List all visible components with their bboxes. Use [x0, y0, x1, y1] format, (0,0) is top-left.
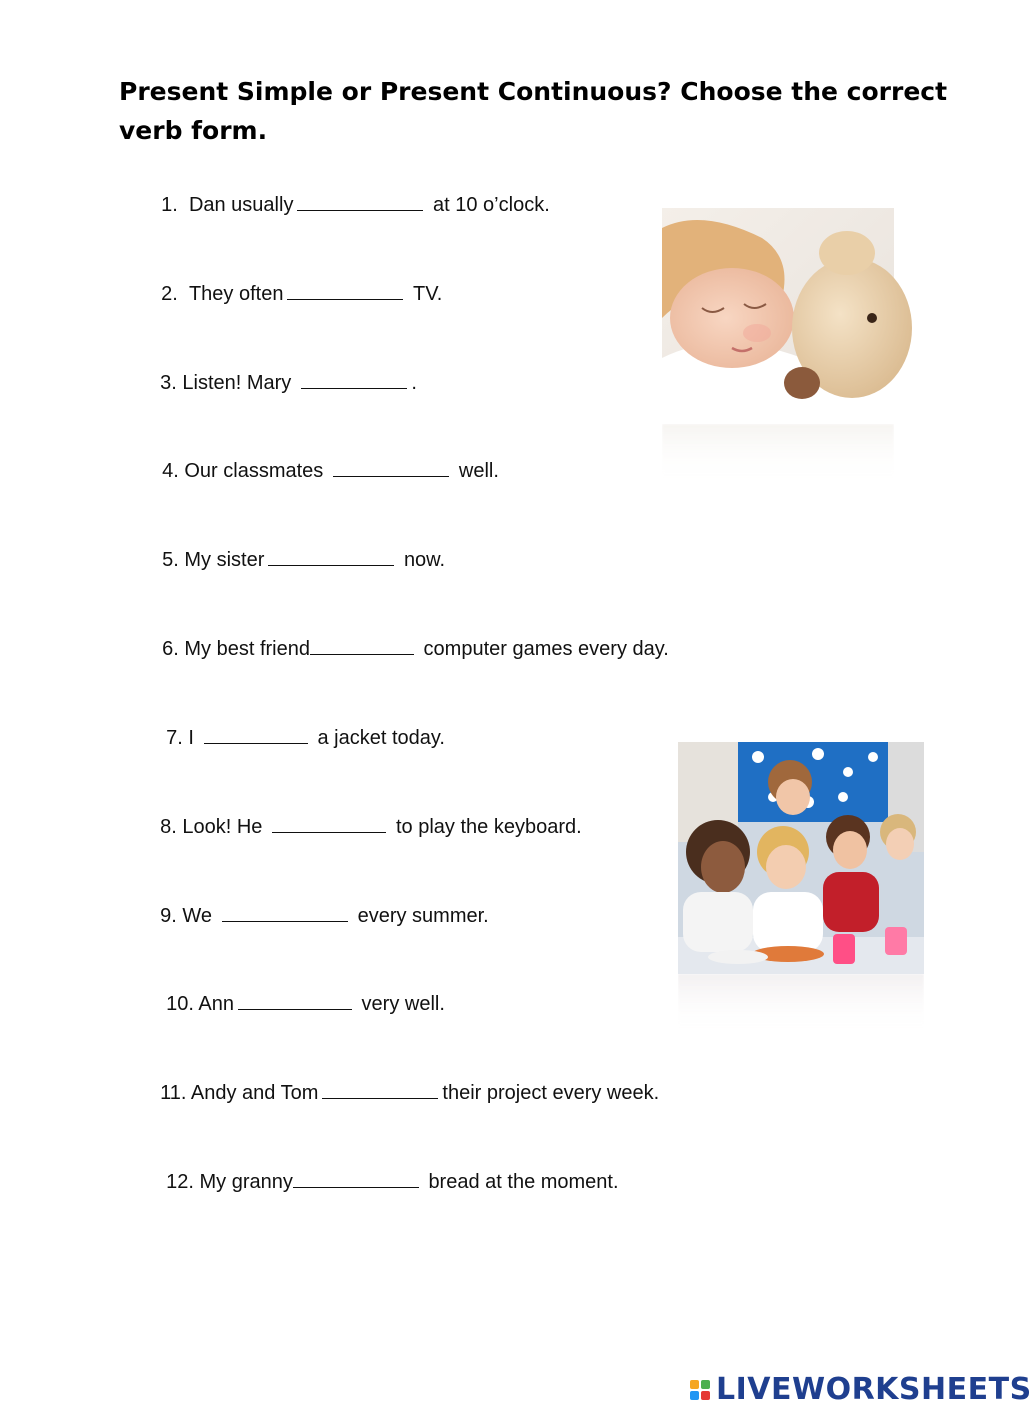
liveworksheets-logo-icon: [690, 1380, 710, 1400]
answer-blank-8[interactable]: [272, 814, 386, 833]
item-number: 4.: [162, 460, 179, 482]
logo-square-4: [701, 1391, 710, 1400]
answer-blank-5[interactable]: [268, 547, 394, 566]
item-text-after: TV.: [413, 283, 443, 305]
item-text-before: Ann: [198, 993, 234, 1015]
exercise-item-3: [149, 346, 417, 395]
sleeping-child-illustration: [662, 208, 894, 424]
item-text-after: now.: [403, 549, 446, 571]
item-number: 10.: [166, 993, 194, 1015]
item-text-before: I: [188, 727, 194, 749]
item-text-before: My sister: [184, 549, 265, 571]
answer-blank-4[interactable]: [333, 458, 449, 477]
answer-blank-11[interactable]: [322, 1080, 438, 1099]
item-text-after: bread at the moment.: [428, 1171, 619, 1193]
exercise-item-5: [151, 523, 445, 572]
answer-blank-1[interactable]: [297, 192, 423, 211]
item-number: 6.: [162, 638, 179, 660]
item-number: 8.: [160, 816, 177, 838]
answer-blank-6[interactable]: [310, 636, 414, 655]
lunch-photo-reflection: [678, 974, 924, 1034]
answer-blank-3[interactable]: [301, 370, 407, 389]
item-text-after: a jacket today.: [317, 727, 445, 749]
item-text-before: Dan usually: [188, 194, 294, 216]
item-text-before: My best friend: [184, 638, 310, 660]
answer-blank-10[interactable]: [238, 991, 352, 1010]
item-number: 7.: [166, 727, 183, 749]
school-lunch-photo: [678, 742, 924, 974]
item-text-before: Look! He: [182, 816, 263, 838]
item-text-after: at 10 o’clock.: [433, 194, 550, 216]
answer-blank-9[interactable]: [222, 903, 348, 922]
item-text-after: computer games every day.: [423, 638, 669, 660]
answer-blank-7[interactable]: [204, 725, 308, 744]
logo-square-3: [690, 1391, 699, 1400]
item-number: 2.: [161, 283, 178, 305]
exercise-item-9: [149, 879, 489, 928]
item-number: 5.: [162, 549, 179, 571]
item-text-after: to play the keyboard.: [396, 816, 582, 838]
liveworksheets-logo: [690, 1372, 1032, 1407]
item-text-before: Andy and Tom: [190, 1082, 319, 1104]
exercise-item-4: [151, 434, 499, 483]
item-text-after: every summer.: [357, 905, 489, 927]
logo-text: LIVEWORKSHEETS: [716, 1372, 1032, 1407]
item-text-after: .: [411, 372, 417, 394]
logo-square-1: [690, 1380, 699, 1389]
logo-square-2: [701, 1380, 710, 1389]
item-text-before: My granny: [199, 1171, 293, 1193]
item-text-after: their project every week.: [442, 1082, 660, 1104]
exercise-item-8: [149, 790, 582, 839]
answer-blank-12[interactable]: [293, 1169, 419, 1188]
sleeping-photo-reflection: [662, 424, 894, 484]
exercise-item-11: [149, 1056, 659, 1105]
item-text-before: Our classmates: [184, 460, 324, 482]
exercise-item-6: [151, 612, 669, 661]
worksheet-title: Present Simple or Present Continuous? Choose the correct verb form.: [119, 77, 948, 145]
item-number: 9.: [160, 905, 177, 927]
item-number: 1.: [161, 194, 178, 216]
item-number: 3.: [160, 372, 177, 394]
item-number: 12.: [166, 1171, 194, 1193]
exercise-item-10: [155, 967, 445, 1016]
exercise-item-1: [150, 168, 550, 217]
item-text-after: well.: [458, 460, 499, 482]
exercise-item-7: [155, 701, 445, 750]
item-text-before: We: [182, 905, 213, 927]
item-number: 11.: [160, 1082, 187, 1104]
sleeping-child-photo: [662, 208, 894, 424]
exercise-item-2: [150, 257, 442, 306]
exercise-item-12: [155, 1145, 619, 1194]
school-lunch-illustration: [678, 742, 924, 974]
item-text-after: very well.: [361, 993, 445, 1015]
answer-blank-2[interactable]: [287, 281, 403, 300]
item-text-before: They often: [188, 283, 284, 305]
item-text-before: Listen! Mary: [182, 372, 292, 394]
